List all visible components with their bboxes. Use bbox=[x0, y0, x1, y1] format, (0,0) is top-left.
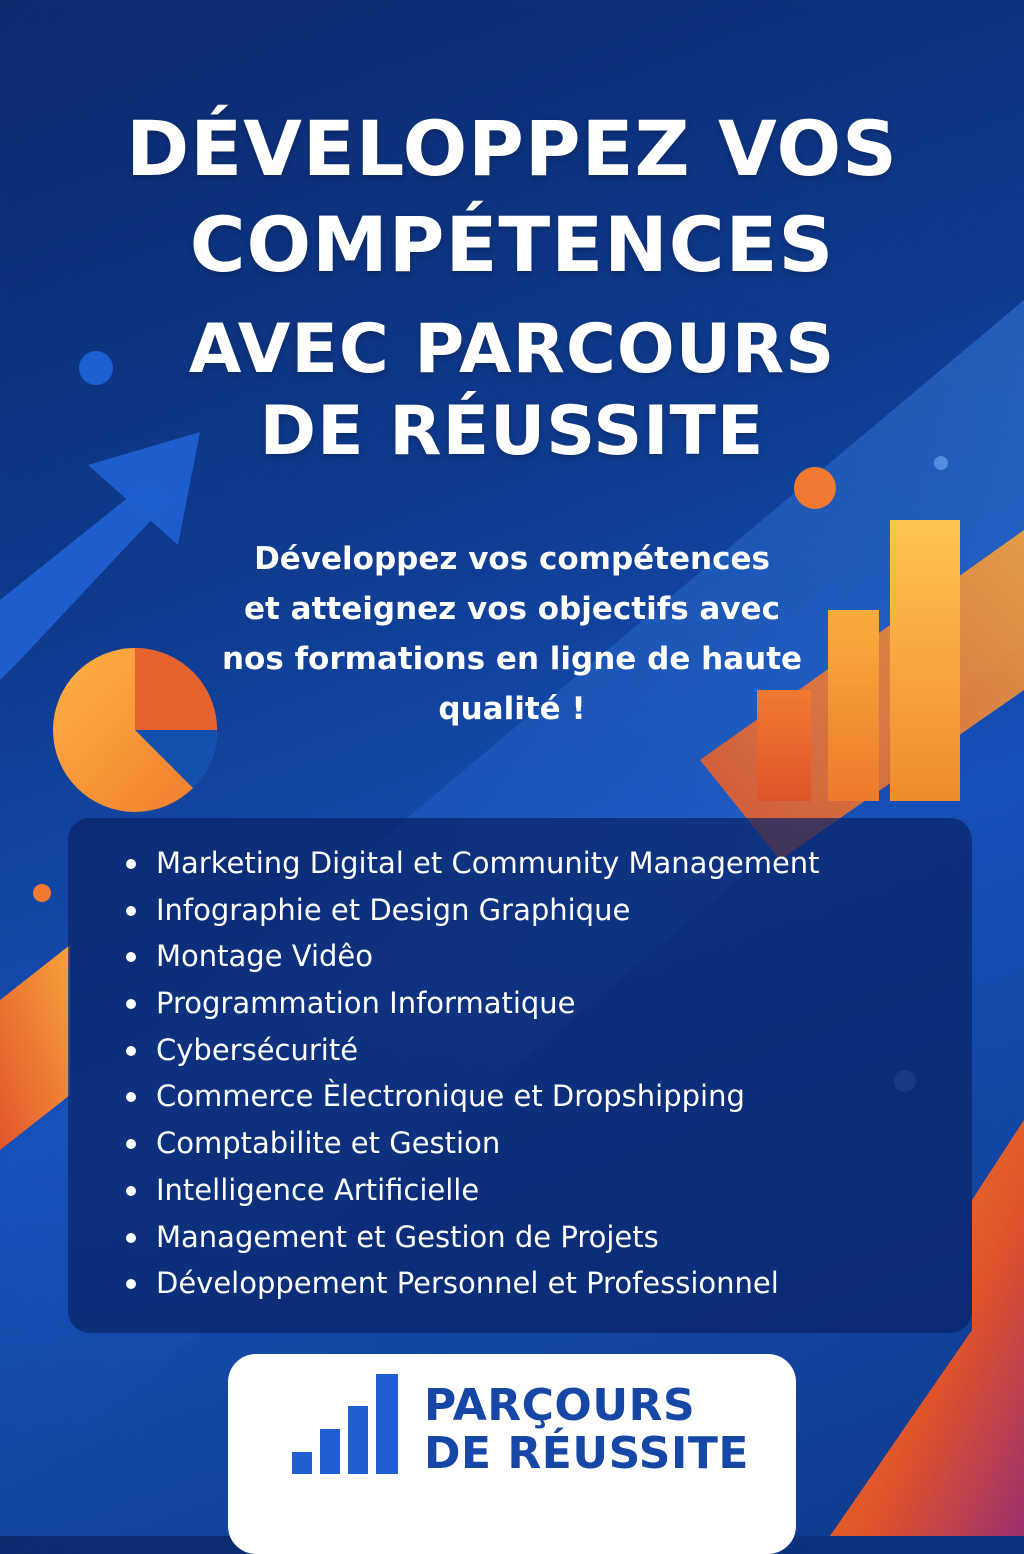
headline-line-1: DÉVELOPPEZ VOS bbox=[126, 104, 898, 193]
course-item bbox=[126, 840, 820, 887]
course-item bbox=[126, 1073, 820, 1120]
course-item bbox=[126, 980, 820, 1027]
bullet-icon bbox=[126, 1092, 136, 1102]
course-label: Cybersécurité bbox=[156, 1032, 359, 1067]
course-label: Commerce Èlectronique et Dropshipping bbox=[156, 1079, 745, 1114]
course-label: Marketing Digital et Community Management bbox=[156, 846, 820, 880]
subtitle-line-2: et atteignez vos objectifs avec bbox=[244, 591, 780, 627]
subtitle bbox=[200, 534, 824, 734]
course-item bbox=[126, 1027, 820, 1074]
dot-orange-left bbox=[33, 884, 51, 902]
headline-line-2: COMPÉTENCES bbox=[189, 200, 835, 289]
pie-chart-icon bbox=[53, 648, 217, 812]
logo-wordmark bbox=[424, 1382, 749, 1478]
course-label: Infographie et Design Graphique bbox=[156, 892, 631, 927]
bullet-icon bbox=[126, 906, 136, 916]
course-item bbox=[126, 1260, 820, 1307]
course-label: Comptabilite et Gestion bbox=[156, 1126, 501, 1161]
headline-line-4: DE RÉUSSITE bbox=[259, 392, 765, 471]
course-label: Management et Gestion de Projets bbox=[156, 1219, 659, 1254]
bullet-icon bbox=[126, 1046, 136, 1056]
course-item bbox=[126, 1120, 820, 1167]
subtitle-line-3: nos formations en ligne de haute bbox=[221, 641, 803, 677]
brand-logo bbox=[228, 1354, 796, 1554]
course-item bbox=[126, 933, 820, 980]
course-label: Intelligence Artificielle bbox=[156, 1172, 480, 1207]
bullet-icon bbox=[126, 1139, 136, 1149]
bullet-icon bbox=[126, 859, 136, 869]
dot-orange-top bbox=[794, 467, 836, 509]
course-label: Programmation Informatique bbox=[156, 986, 576, 1021]
bullet-icon bbox=[126, 1233, 136, 1243]
bullet-icon bbox=[126, 1186, 136, 1196]
course-label: Montage Vidêo bbox=[156, 939, 374, 974]
course-list-panel bbox=[68, 818, 972, 1333]
course-item bbox=[126, 1214, 820, 1261]
bullet-icon bbox=[126, 952, 136, 962]
logo-bars-icon bbox=[292, 1374, 404, 1476]
subtitle-line-1: Développez vos compétences bbox=[254, 541, 770, 577]
headline-line-3: AVEC PARCOURS bbox=[188, 310, 836, 389]
logo-line-1: PARÇOURS bbox=[424, 1380, 696, 1431]
logo-line-2: DE RÉUSSITE bbox=[424, 1428, 749, 1479]
course-label: Développement Personnel et Professionnel bbox=[156, 1266, 779, 1301]
course-item bbox=[126, 887, 820, 934]
bullet-icon bbox=[126, 999, 136, 1009]
bullet-icon bbox=[126, 1279, 136, 1289]
subtitle-line-4: qualité ! bbox=[438, 691, 586, 727]
course-list bbox=[126, 840, 820, 1307]
course-item bbox=[126, 1167, 820, 1214]
